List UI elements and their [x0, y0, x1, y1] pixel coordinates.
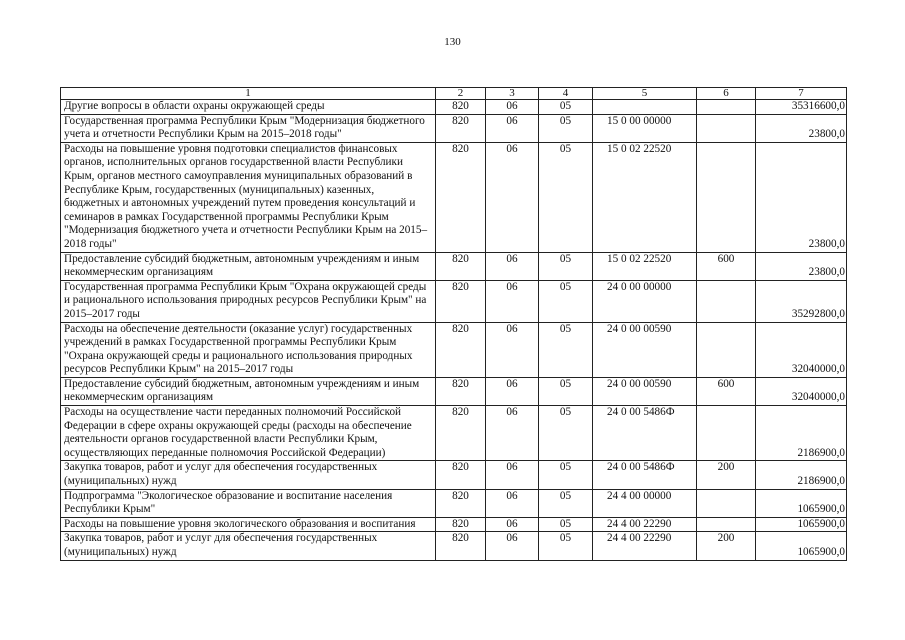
row-code-subsection: 05 [539, 406, 593, 461]
header-cell: 5 [593, 88, 697, 100]
header-cell: 3 [486, 88, 539, 100]
row-amount: 32040000,0 [756, 322, 847, 377]
row-amount: 1065900,0 [756, 532, 847, 560]
row-amount: 1065900,0 [756, 517, 847, 532]
row-code-section: 06 [486, 142, 539, 252]
row-amount: 2186900,0 [756, 406, 847, 461]
row-code-section: 06 [486, 461, 539, 489]
table-row [61, 532, 847, 560]
table-row [61, 406, 847, 461]
row-code-section: 06 [486, 322, 539, 377]
row-code-chapter: 820 [436, 489, 486, 517]
row-code-target: 15 0 02 22520 [593, 142, 697, 252]
row-code-expense: 200 [697, 532, 756, 560]
row-amount: 1065900,0 [756, 489, 847, 517]
row-code-target: 15 0 02 22520 [593, 252, 697, 280]
row-code-subsection: 05 [539, 461, 593, 489]
row-description: Расходы на осуществление части переданных полномочий Российской Федерации в сфере охраны окружающей среды (расходы на обеспечение деятельности органов государственной власти Республики Крым, осуществляющих переданные полномочия Российской Федерации) [61, 406, 436, 461]
row-code-section: 06 [486, 252, 539, 280]
row-code-expense [697, 489, 756, 517]
row-code-chapter: 820 [436, 406, 486, 461]
row-code-target [593, 100, 697, 115]
row-code-expense: 600 [697, 252, 756, 280]
row-code-subsection: 05 [539, 142, 593, 252]
row-code-target: 24 0 00 5486Ф [593, 461, 697, 489]
table-row [61, 377, 847, 405]
row-code-chapter: 820 [436, 100, 486, 115]
row-code-expense: 600 [697, 377, 756, 405]
row-amount: 23800,0 [756, 114, 847, 142]
row-code-expense [697, 100, 756, 115]
row-code-section: 06 [486, 280, 539, 322]
row-code-chapter: 820 [436, 252, 486, 280]
row-amount: 23800,0 [756, 252, 847, 280]
table-row [61, 461, 847, 489]
row-code-section: 06 [486, 406, 539, 461]
row-code-expense [697, 517, 756, 532]
header-cell: 6 [697, 88, 756, 100]
header-cell: 2 [436, 88, 486, 100]
row-code-expense [697, 142, 756, 252]
table-row [61, 322, 847, 377]
row-code-chapter: 820 [436, 114, 486, 142]
table-row [61, 280, 847, 322]
table-row [61, 489, 847, 517]
row-amount: 32040000,0 [756, 377, 847, 405]
row-code-expense [697, 406, 756, 461]
row-code-expense: 200 [697, 461, 756, 489]
row-amount: 35292800,0 [756, 280, 847, 322]
row-code-target: 24 0 00 00590 [593, 322, 697, 377]
row-description: Расходы на обеспечение деятельности (оказание услуг) государственных учреждений в рамках Государственной программы Республики Крым "Охрана окружающей среды и рационального использования природных ресурсов Республики Крым" на 2015–2017 годы [61, 322, 436, 377]
row-amount: 23800,0 [756, 142, 847, 252]
row-description: Подпрограмма "Экологическое образование и воспитание населения Республики Крым" [61, 489, 436, 517]
row-code-chapter: 820 [436, 322, 486, 377]
table-row [61, 114, 847, 142]
table-row [61, 517, 847, 532]
row-code-expense [697, 114, 756, 142]
row-code-subsection: 05 [539, 114, 593, 142]
row-code-expense [697, 322, 756, 377]
row-code-section: 06 [486, 532, 539, 560]
row-description: Государственная программа Республики Крым "Охрана окружающей среды и рационального использования природных ресурсов Республики Крым" на 2015–2017 годы [61, 280, 436, 322]
row-code-target: 24 0 00 5486Ф [593, 406, 697, 461]
row-code-chapter: 820 [436, 517, 486, 532]
row-amount: 35316600,0 [756, 100, 847, 115]
header-cell: 1 [61, 88, 436, 100]
row-code-chapter: 820 [436, 532, 486, 560]
row-code-section: 06 [486, 489, 539, 517]
row-code-subsection: 05 [539, 322, 593, 377]
row-description: Государственная программа Республики Крым "Модернизация бюджетного учета и отчетности Республики Крым на 2015–2018 годы" [61, 114, 436, 142]
table-row [61, 252, 847, 280]
header-cell: 4 [539, 88, 593, 100]
row-code-target: 24 4 00 22290 [593, 532, 697, 560]
row-code-subsection: 05 [539, 532, 593, 560]
row-code-expense [697, 280, 756, 322]
row-description: Предоставление субсидий бюджетным, автономным учреждениям и иным некоммерческим организациям [61, 377, 436, 405]
row-code-subsection: 05 [539, 100, 593, 115]
row-code-target: 24 0 00 00590 [593, 377, 697, 405]
row-code-target: 24 0 00 00000 [593, 280, 697, 322]
row-code-subsection: 05 [539, 489, 593, 517]
row-description: Расходы на повышение уровня экологического образования и воспитания [61, 517, 436, 532]
header-row [61, 88, 847, 100]
row-description: Другие вопросы в области охраны окружающей среды [61, 100, 436, 115]
row-code-section: 06 [486, 377, 539, 405]
row-code-chapter: 820 [436, 142, 486, 252]
budget-table [60, 87, 847, 561]
row-code-target: 15 0 00 00000 [593, 114, 697, 142]
row-description: Закупка товаров, работ и услуг для обеспечения государственных (муниципальных) нужд [61, 532, 436, 560]
table-row [61, 100, 847, 115]
row-code-target: 24 4 00 00000 [593, 489, 697, 517]
page-number: 130 [444, 36, 461, 48]
row-code-subsection: 05 [539, 517, 593, 532]
row-code-subsection: 05 [539, 377, 593, 405]
row-code-chapter: 820 [436, 461, 486, 489]
row-description: Закупка товаров, работ и услуг для обеспечения государственных (муниципальных) нужд [61, 461, 436, 489]
row-code-section: 06 [486, 517, 539, 532]
row-code-chapter: 820 [436, 377, 486, 405]
row-description: Расходы на повышение уровня подготовки специалистов финансовых органов, исполнительных органов государственной власти Республики Крым, органов местного самоуправления муниципальных образований в Республике Крым, государственных (муниципальных) казенных, бюджетных и автономных учреждений путем проведения консультаций и семинаров в рамках Государственной программы Республики Крым "Модернизация бюджетного учета и отчетности Республики Крым на 2015–2018 годы" [61, 142, 436, 252]
table-row [61, 142, 847, 252]
row-code-target: 24 4 00 22290 [593, 517, 697, 532]
header-cell: 7 [756, 88, 847, 100]
table-body [61, 100, 847, 561]
row-code-subsection: 05 [539, 252, 593, 280]
row-code-subsection: 05 [539, 280, 593, 322]
row-code-chapter: 820 [436, 280, 486, 322]
row-description: Предоставление субсидий бюджетным, автономным учреждениям и иным некоммерческим организациям [61, 252, 436, 280]
row-code-section: 06 [486, 100, 539, 115]
row-code-section: 06 [486, 114, 539, 142]
row-amount: 2186900,0 [756, 461, 847, 489]
